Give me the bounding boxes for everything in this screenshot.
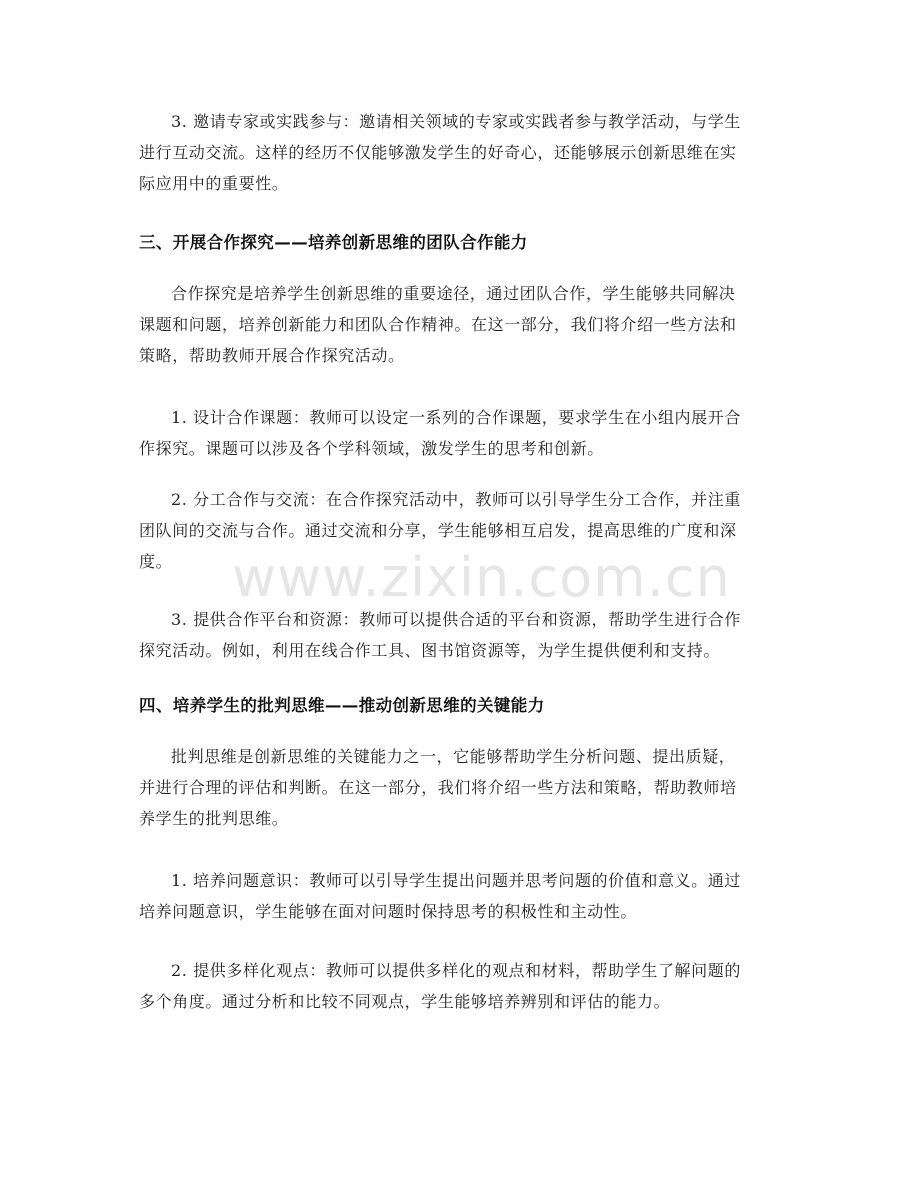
text-line: 培养问题意识，学生能够在面对问题时保持思考的积极性和主动性。 — [139, 902, 638, 921]
text-line: 探究活动。例如，利用在线合作工具、图书馆资源等，为学生提供便利和支持。 — [139, 641, 721, 660]
paragraph-invite-experts — [139, 106, 789, 199]
paragraph-design-topics — [139, 402, 789, 464]
paragraph-platform-resources — [139, 604, 789, 666]
paragraph-division-exchange — [139, 484, 789, 577]
text-line: 合作探究是培养学生创新思维的重要途径，通过团队合作，学生能够共同解决 — [171, 284, 736, 303]
text-line: 2. 提供多样化观点：教师可以提供多样化的观点和材料，帮助学生了解问题的 — [171, 961, 741, 980]
text-line: 度。 — [139, 552, 173, 571]
paragraph-problem-awareness — [139, 865, 789, 927]
paragraph-diverse-views — [139, 955, 789, 1017]
text-line: 批判思维是创新思维的关键能力之一，它能够帮助学生分析问题、提出质疑， — [171, 747, 736, 766]
text-line: 作探究。课题可以涉及各个学科领域，激发学生的思考和创新。 — [139, 439, 604, 458]
text-line: 多个角度。通过分析和比较不同观点，学生能够培养辨别和评估的能力。 — [139, 992, 671, 1011]
text-line: 课题和问题，培养创新能力和团队合作精神。在这一部分，我们将介绍一些方法和 — [139, 315, 737, 334]
text-line: 进行互动交流。这样的经历不仅能够激发学生的好奇心，还能够展示创新思维在实 — [139, 143, 737, 162]
text-line: 并进行合理的评估和判断。在这一部分，我们将介绍一些方法和策略，帮助教师培 — [139, 778, 737, 797]
text-line: 1. 设计合作课题：教师可以设定一系列的合作课题，要求学生在小组内展开合 — [171, 408, 741, 427]
text-line: 2. 分工合作与交流：在合作探究活动中，教师可以引导学生分工合作，并注重 — [171, 490, 741, 509]
text-line: 3. 邀请专家或实践参与：邀请相关领域的专家或实践者参与教学活动，与学生 — [171, 112, 741, 131]
text-line: 3. 提供合作平台和资源：教师可以提供合适的平台和资源，帮助学生进行合作 — [171, 610, 741, 629]
section-heading-4: 四、培养学生的批判思维——推动创新思维的关键能力 — [139, 696, 545, 715]
paragraph-critical-intro — [139, 741, 789, 834]
text-line: 团队间的交流与合作。通过交流和分享，学生能够相互启发，提高思维的广度和深 — [139, 521, 737, 540]
text-line: 1. 培养问题意识：教师可以引导学生提出问题并思考问题的价值和意义。通过 — [171, 871, 741, 890]
text-line: 际应用中的重要性。 — [139, 174, 289, 193]
watermark: www.zixin.com.cn — [232, 546, 731, 609]
text-line: 养学生的批判思维。 — [139, 809, 289, 828]
text-line: 策略，帮助教师开展合作探究活动。 — [139, 346, 405, 365]
section-heading-3: 三、开展合作探究——培养创新思维的团队合作能力 — [139, 233, 528, 252]
paragraph-cooperative-intro — [139, 278, 789, 371]
